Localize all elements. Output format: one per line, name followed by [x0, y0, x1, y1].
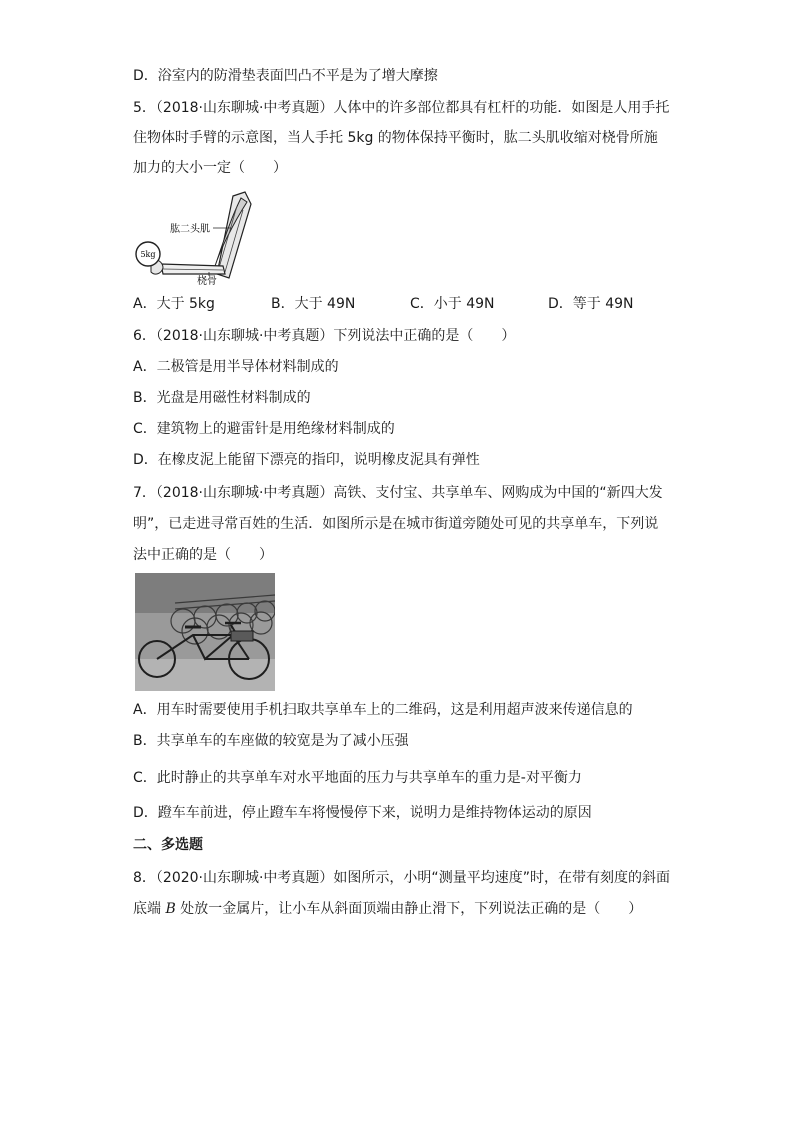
section-heading-multiple-choice: 二、多选题 — [133, 837, 203, 853]
q5-stem-line2: 住物体时手臂的示意图，当人手托 5kg 的物体保持平衡时，肱二头肌收缩对桡骨所施 — [133, 130, 658, 146]
shared-bikes-photo — [135, 573, 275, 691]
weight-label: 5kg — [140, 250, 156, 259]
q8-line2-start: 底端 — [133, 901, 166, 917]
q6-option-c: C．建筑物上的避雷针是用绝缘材料制成的 — [133, 421, 395, 437]
q7-stem-line1: 7．（2018·山东聊城·中考真题）高铁、支付宝、共享单车、网购成为中国的“新四大发 — [133, 485, 663, 501]
upper-arm-bone — [217, 192, 251, 278]
q4-option-d: D．浴室内的防滑垫表面凹凸不平是为了增大摩擦 — [133, 68, 438, 84]
q8-line2-end: 处放一金属片，让小车从斜面顶端由静止滑下，下列说法正确的是（ ） — [175, 901, 643, 917]
q5-stem-line1: 5．（2018·山东聊城·中考真题）人体中的许多部位都具有杠杆的功能．如图是人用手托 — [133, 100, 670, 116]
q5-option-b: B．大于 49N — [271, 296, 356, 312]
q7-option-d: D．蹬车车前进，停止蹬车车将慢慢停下来，说明力是维持物体运动的原因 — [133, 805, 592, 821]
biceps-label: 肱二头肌 — [170, 224, 210, 235]
q5-option-a: A．大于 5kg — [133, 296, 215, 312]
q7-stem-line2: 明”，已走进寻常百姓的生活．如图所示是在城市街道旁随处可见的共享单车，下列说 — [133, 516, 659, 532]
q7-option-b: B．共享单车的车座做的较宽是为了减小压强 — [133, 733, 409, 749]
arm-lever-figure — [133, 188, 283, 286]
q6-option-b: B．光盘是用磁性材料制成的 — [133, 390, 311, 406]
q6-option-a: A．二极管是用半导体材料制成的 — [133, 359, 339, 375]
q5-option-d: D．等于 49N — [548, 296, 634, 312]
q6-stem: 6．（2018·山东聊城·中考真题）下列说法中正确的是（ ） — [133, 328, 516, 344]
q7-stem-line3: 法中正确的是（ ） — [133, 547, 273, 563]
q6-option-d: D．在橡皮泥上能留下漂亮的指印，说明橡皮泥具有弹性 — [133, 452, 480, 468]
q8-stem-line2 — [133, 899, 642, 919]
q5-option-c: C．小于 49N — [410, 296, 495, 312]
q5-stem-line3: 加力的大小一定（ ） — [133, 160, 287, 176]
radius-bone-label: 桡骨 — [197, 276, 217, 286]
q7-option-c: C．此时静止的共享单车对水平地面的压力与共享单车的重力是-对平衡力 — [133, 770, 582, 786]
q8-stem-line1: 8．（2020·山东聊城·中考真题）如图所示，小明“测量平均速度”时，在带有刻度的斜面 — [133, 870, 670, 886]
q8-point-b: B — [165, 901, 176, 917]
q7-option-a: A．用车时需要使用手机扫取共享单车上的二维码，这是利用超声波来传递信息的 — [133, 702, 633, 718]
